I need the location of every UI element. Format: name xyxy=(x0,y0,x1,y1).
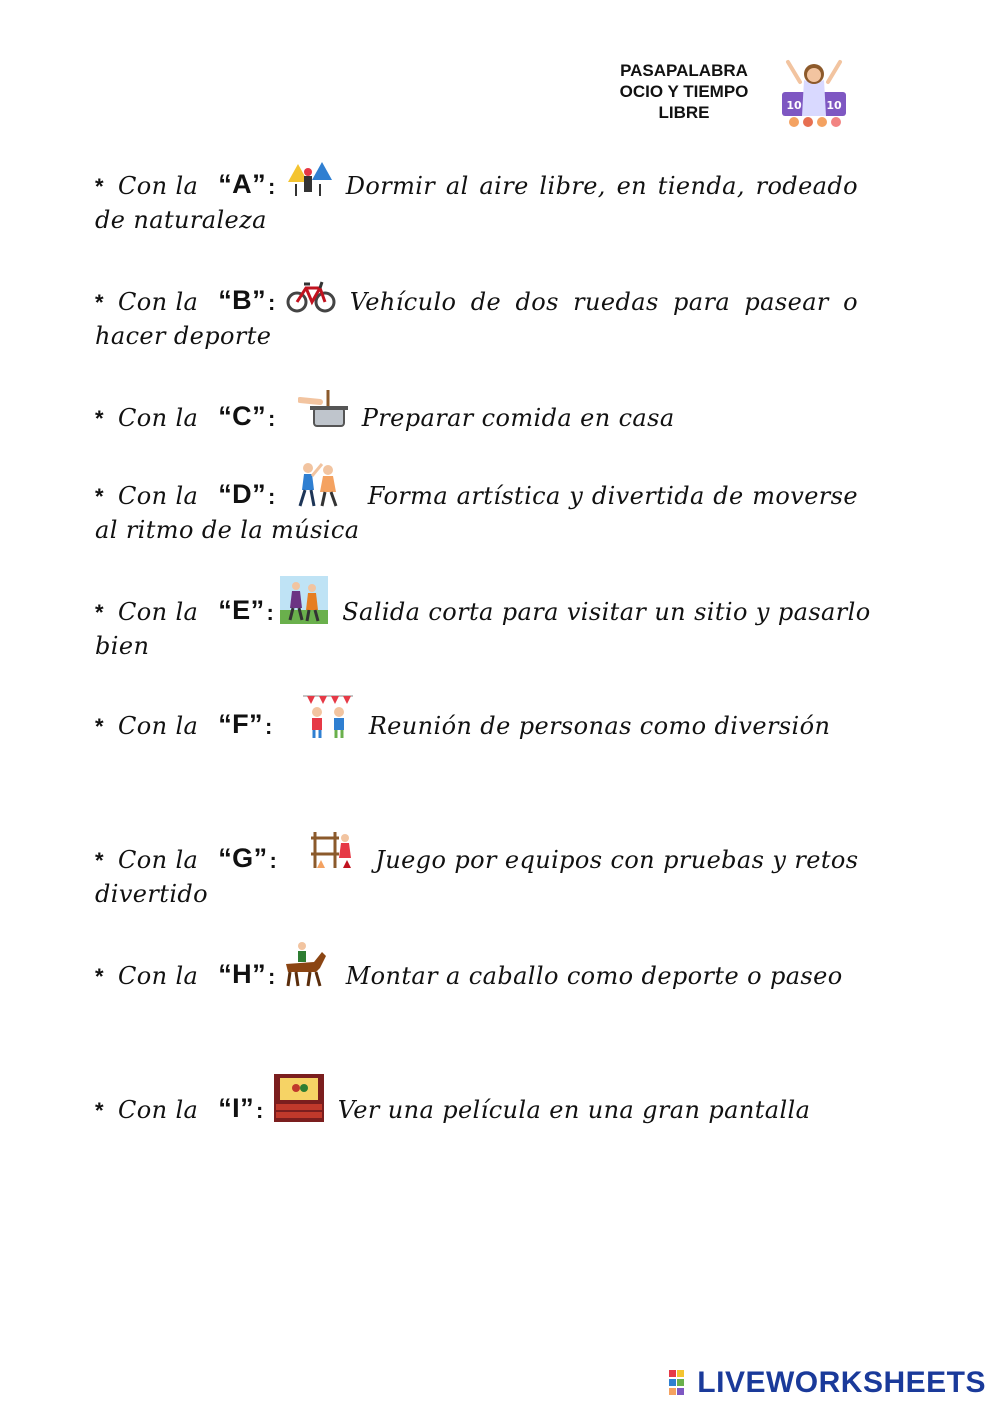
bullet-star: * xyxy=(95,406,104,431)
cooking-pot-icon xyxy=(298,388,348,430)
clue-prefix: Con la xyxy=(117,482,199,510)
clue-prefix: Con la xyxy=(117,598,199,626)
worksheet-title xyxy=(596,60,772,123)
clue-letter: “C” xyxy=(218,401,266,431)
clue-letter: “H” xyxy=(218,959,266,989)
clue-prefix: Con la xyxy=(117,1096,199,1124)
clue-h: * Con la “H” : Montar a caballo como deporte o paseo xyxy=(95,942,858,990)
dancing-couple-icon xyxy=(296,460,342,508)
bicycle-icon xyxy=(286,278,336,314)
svg-text:10: 10 xyxy=(826,99,842,112)
title-line-2: OCIO Y TIEMPO xyxy=(619,82,749,101)
cinema-screen-icon xyxy=(274,1074,324,1122)
clue-definition-line-1: Forma artística y divertida de moverse xyxy=(367,482,858,510)
clue-definition-line-1: Reunión de personas como diversión xyxy=(368,712,831,740)
clue-definition-line-2: bien xyxy=(95,632,150,660)
clue-definition-line-1: Preparar comida en casa xyxy=(361,404,675,432)
clue-definition-line-2: al ritmo de la música xyxy=(95,516,360,544)
bullet-star: * xyxy=(95,174,104,199)
liveworksheets-brand: LIVEWORKSHEETS xyxy=(697,1366,986,1399)
liveworksheets-logo xyxy=(669,1366,986,1400)
bullet-star: * xyxy=(95,1098,104,1123)
bullet-star: * xyxy=(95,484,104,509)
clue-prefix: Con la xyxy=(117,288,199,316)
clue-definition-line-1: Dormir al aire libre, en tienda, rodeado xyxy=(345,172,858,200)
party-people-icon xyxy=(303,692,353,738)
bullet-star: * xyxy=(95,600,104,625)
clue-f: * Con la “F” : Reunión de personas como diversión xyxy=(95,692,858,740)
clue-e: * Con la “E” : Salida corta para visitar un sitio y pasarlo bien xyxy=(95,578,858,666)
clue-prefix: Con la xyxy=(117,962,199,990)
clue-prefix: Con la xyxy=(117,172,199,200)
clue-prefix: Con la xyxy=(117,404,199,432)
tent-camping-icon xyxy=(286,158,332,198)
title-line-3: LIBRE xyxy=(658,103,710,122)
gymkhana-game-icon xyxy=(307,828,355,872)
clue-definition-line-1: Montar a caballo como deporte o paseo xyxy=(345,962,843,990)
bullet-star: * xyxy=(95,848,104,873)
liveworksheets-logo-icon xyxy=(669,1370,693,1396)
bullet-star: * xyxy=(95,714,104,739)
clue-definition-line-1: Vehículo de dos ruedas para pasear o xyxy=(349,288,858,316)
horse-riding-icon xyxy=(280,942,328,988)
clue-b: * Con la “B” : Vehículo de dos ruedas para pasear o hacer deporte xyxy=(95,276,858,356)
clue-prefix: Con la xyxy=(117,712,199,740)
clue-letter: “E” xyxy=(218,595,265,625)
clue-letter: “B” xyxy=(218,285,266,315)
clue-letter: “F” xyxy=(218,709,263,739)
clue-d: * Con la “D” : Forma artística y divertida de moverse al ritmo de la música xyxy=(95,462,858,550)
title-line-1: PASAPALABRA xyxy=(620,61,748,80)
clue-prefix: Con la xyxy=(117,846,199,874)
clue-definition-line-2: hacer deporte xyxy=(95,322,272,350)
clue-letter: “D” xyxy=(218,479,266,509)
clue-letter: “A” xyxy=(218,169,266,199)
svg-text:10: 10 xyxy=(786,99,802,112)
clue-letter: “G” xyxy=(218,843,268,873)
clue-definition-line-2: de naturaleza xyxy=(95,206,267,234)
clue-g: * Con la “G” : Juego por equipos con pruebas y retos divertido xyxy=(95,826,858,914)
clue-definition-line-1: Juego por equipos con pruebas y retos xyxy=(375,846,859,874)
clue-i: * Con la “I” : Ver una película en una gran pantalla xyxy=(95,1072,858,1124)
clue-letter: “I” xyxy=(218,1093,254,1123)
clue-a: * Con la “A” : Dormir al aire libre, en tienda, rodeado de naturaleza xyxy=(95,160,858,240)
teacher-avatar-icon xyxy=(780,58,848,128)
clue-definition-line-2: divertido xyxy=(95,880,209,908)
clue-definition-line-1: Salida corta para visitar un sitio y pasarlo xyxy=(342,598,871,626)
bullet-star: * xyxy=(95,964,104,989)
clue-c: * Con la “C” : Preparar comida en casa xyxy=(95,392,858,432)
excursion-hikers-icon xyxy=(280,576,328,624)
bullet-star: * xyxy=(95,290,104,315)
clue-definition-line-1: Ver una película en una gran pantalla xyxy=(337,1096,811,1124)
